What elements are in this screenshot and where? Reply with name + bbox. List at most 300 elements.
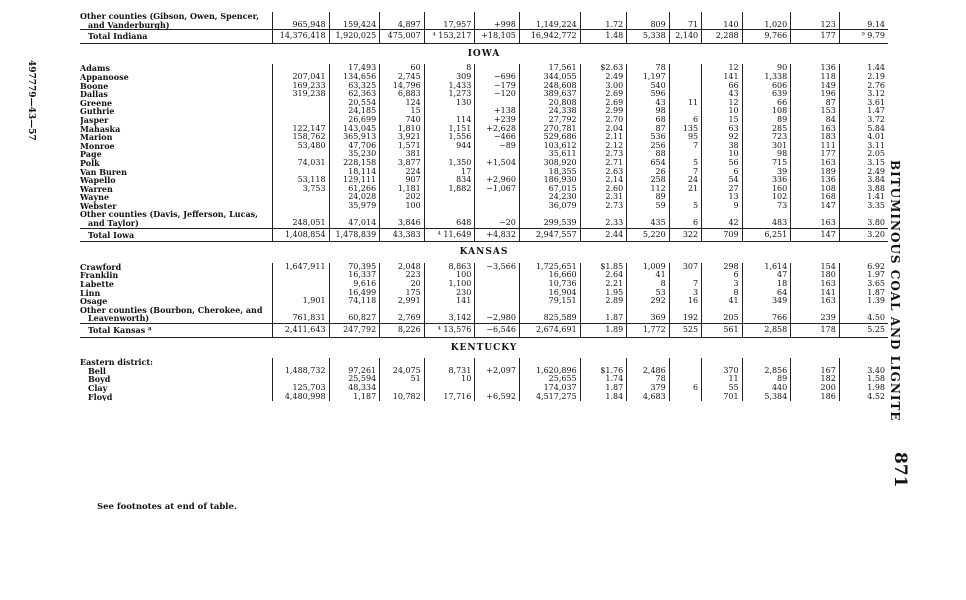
table-cell: 1.97 [839,271,888,280]
table-cell: 2,991 [380,297,425,306]
table-cell: 177 [791,150,840,159]
table-cell: 8 [424,64,475,73]
table-cell [272,210,329,219]
table-cell [475,271,520,280]
table-cell [272,280,329,289]
table-cell: −89 [475,142,520,151]
table-row [80,314,888,323]
table-cell: 9,616 [329,280,380,289]
table-row [80,280,888,289]
table-cell [580,210,627,219]
state-heading: IOWA [467,48,501,59]
table-cell: 18 [742,280,791,289]
table-cell [669,150,701,159]
table-cell [329,210,380,219]
table-cell: 6 [669,219,701,228]
table-cell [424,150,475,159]
table-cell [669,73,701,82]
table-cell: 3.20 [839,228,888,242]
table-cell [272,64,329,73]
table-cell: 53,118 [272,176,329,185]
table-row [80,125,888,134]
table-cell: 1,571 [380,142,425,151]
table-cell: 1,901 [272,297,329,306]
table-cell: 2.49 [580,73,627,82]
table-cell [272,375,329,384]
table-cell: 16,499 [329,289,380,298]
table-cell: +18,105 [475,30,520,44]
table-row [80,219,888,228]
table-cell: 186,930 [519,176,580,185]
table-cell: 24,185 [329,107,380,116]
table-cell [424,306,475,315]
table-cell: 1,772 [627,324,670,338]
table-cell: 1,614 [742,263,791,272]
table-cell: 5.25 [839,324,888,338]
table-cell: 178 [791,324,840,338]
table-cell: 8 [627,280,670,289]
table-cell: 3,142 [424,314,475,323]
table-cell: 639 [742,90,791,99]
table-cell: +239 [475,116,520,125]
table-row [80,21,888,30]
table-row [80,159,888,168]
table-cell: 907 [380,176,425,185]
table-cell: 3.80 [839,219,888,228]
table-cell: ⁴ 153,217 [424,30,475,44]
table-cell: 88 [627,150,670,159]
table-cell: 2.69 [580,90,627,99]
table-cell: 202 [380,193,425,202]
table-cell: 3.72 [839,116,888,125]
table-cell: 9,766 [742,30,791,44]
table-cell: 67,015 [519,185,580,194]
table-cell: 483 [742,219,791,228]
table-cell: 525 [669,324,701,338]
table-cell: 108 [742,107,791,116]
table-cell: 140 [702,21,743,30]
table-cell: 11 [669,99,701,108]
table-cell: ⁴ 11,649 [424,228,475,242]
table-cell: 78 [627,64,670,73]
table-cell: 1.84 [580,393,627,402]
table-cell: 2,947,557 [519,228,580,242]
table-cell: 153 [791,107,840,116]
table-cell: 4.50 [839,314,888,323]
table-cell: 6 [702,271,743,280]
table-cell: 147 [791,202,840,211]
table-cell: 370 [702,367,743,376]
table-cell: 174,037 [519,384,580,393]
table-cell: 809 [627,21,670,30]
table-cell: 64 [742,289,791,298]
table-cell: 2.33 [580,219,627,228]
table-cell [580,358,627,367]
table-cell: 163 [791,280,840,289]
table-cell [669,193,701,202]
table-cell: 186 [791,393,840,402]
county-name: Monroe [80,141,115,151]
table-cell [580,12,627,21]
table-cell: 183 [791,133,840,142]
table-row [80,107,888,116]
table-cell: 74,031 [272,159,329,168]
table-cell: 5 [669,159,701,168]
table-cell: 7 [669,280,701,289]
table-cell: 2.73 [580,202,627,211]
table-cell: 160 [742,185,791,194]
table-cell: 709 [702,228,743,242]
table-cell: 2.99 [580,107,627,116]
table-cell: 103,612 [519,142,580,151]
table-cell: 51 [380,375,425,384]
table-cell: $1.76 [580,367,627,376]
table-cell: 3,846 [380,219,425,228]
section-heading-row [80,242,888,263]
table-cell: 561 [702,324,743,338]
table-cell: 2.19 [839,73,888,82]
table-cell: 301 [742,142,791,151]
county-name: Other counties (Bourbon, Cherokee, and [80,305,263,315]
table-cell: 298 [702,263,743,272]
table-cell: 35,230 [329,150,380,159]
table-row [80,306,888,315]
county-name: Greene [80,98,113,108]
table-cell [272,193,329,202]
table-row [80,133,888,142]
table-row [80,142,888,151]
table-row [80,271,888,280]
table-cell: 41 [702,297,743,306]
table-cell: 100 [380,202,425,211]
table-cell: 944 [424,142,475,151]
table-cell: 228,158 [329,159,380,168]
table-cell: 1,725,651 [519,263,580,272]
table-cell: 56 [702,159,743,168]
table-cell: 134,656 [329,73,380,82]
table-cell: 965,948 [272,21,329,30]
table-cell: 143,045 [329,125,380,134]
table-cell: 26,699 [329,116,380,125]
total-row [80,324,888,338]
county-name: Leavenworth) [88,314,150,324]
table-cell: 1,149,224 [519,21,580,30]
county-name: Total Kansas ⁸ [80,324,272,338]
table-cell: 10 [702,150,743,159]
table-cell: 175 [380,289,425,298]
county-name: Other counties (Gibson, Owen, Spencer, [80,12,259,21]
table-cell: 41 [627,271,670,280]
county-name: Total Indiana [80,30,272,44]
total-row [80,30,888,44]
table-cell: 10,736 [519,280,580,289]
table-cell: 825,589 [519,314,580,323]
table-cell: 13 [702,193,743,202]
table-cell: 1,488,732 [272,367,329,376]
table-cell: 1.47 [839,107,888,116]
table-cell: 79,151 [519,297,580,306]
state-heading: KANSAS [459,247,509,258]
table-cell: 1,100 [424,280,475,289]
county-name: Boyd [88,375,111,384]
table-cell: 308,920 [519,159,580,168]
table-cell: 169,233 [272,82,329,91]
table-cell: 63,325 [329,82,380,91]
table-cell: 135 [669,125,701,134]
table-cell: 158,762 [272,133,329,142]
table-cell [475,193,520,202]
table-cell [380,384,425,393]
table-cell [519,12,580,21]
table-cell: 163 [791,219,840,228]
table-cell [424,210,475,219]
table-cell [742,358,791,367]
table-cell: 12 [702,99,743,108]
county-name: Adams [80,64,110,73]
table-cell: 4,480,998 [272,393,329,402]
table-cell: 2.64 [580,271,627,280]
table-cell: 1,647,911 [272,263,329,272]
table-cell: 1,408,854 [272,228,329,242]
table-cell: 35,611 [519,150,580,159]
table-cell: 147 [791,228,840,242]
table-cell: 10,782 [380,393,425,402]
table-cell: 53 [627,289,670,298]
table-cell [475,297,520,306]
table-cell [702,210,743,219]
table-cell: 2,745 [380,73,425,82]
table-cell: 163 [791,125,840,134]
table-row [80,185,888,194]
table-cell: 66 [742,99,791,108]
county-name: Floyd [88,392,113,402]
table-cell: 8,731 [424,367,475,376]
table-cell [669,271,701,280]
table-cell: 2,674,691 [519,324,580,338]
table-cell: 200 [791,384,840,393]
table-cell: 292 [627,297,670,306]
table-cell: 2,769 [380,314,425,323]
table-cell: 701 [702,393,743,402]
table-cell: 8,226 [380,324,425,338]
county-name: Page [80,150,102,159]
table-cell: 834 [424,176,475,185]
table-cell: −1,067 [475,185,520,194]
table-cell: 163 [791,297,840,306]
county-name: Mahaska [80,124,121,134]
table-cell: 475,007 [380,30,425,44]
table-cell [424,107,475,116]
table-cell: 6 [702,168,743,177]
table-row [80,73,888,82]
table-cell: 3.61 [839,99,888,108]
table-cell: 239 [791,314,840,323]
table-cell: 3 [669,289,701,298]
table-cell: 2,140 [669,30,701,44]
table-cell [475,384,520,393]
table-cell: 16,904 [519,289,580,298]
table-cell: 3.84 [839,176,888,185]
county-name: Warren [80,184,113,194]
county-name: Dallas [80,90,108,99]
table-cell: 25,594 [329,375,380,384]
table-cell [475,99,520,108]
table-cell [702,306,743,315]
table-cell: 1,433 [424,82,475,91]
table-row [80,367,888,376]
table-cell [627,210,670,219]
table-cell: 1,810 [380,125,425,134]
table-cell: 118 [791,73,840,82]
table-cell: 2.12 [580,142,627,151]
table-row [80,202,888,211]
table-cell: 1.95 [580,289,627,298]
table-cell: 24,338 [519,107,580,116]
table-cell: 1,009 [627,263,670,272]
table-cell: 18,355 [519,168,580,177]
table-cell: 12 [702,64,743,73]
table-cell [380,210,425,219]
table-cell: 2.44 [580,228,627,242]
table-cell: 309 [424,73,475,82]
table-cell: 435 [627,219,670,228]
table-cell [839,210,888,219]
table-cell: ⁹ 9.79 [839,30,888,44]
table-cell [791,306,840,315]
table-cell [272,289,329,298]
table-cell: 108 [791,185,840,194]
table-cell: 9 [702,202,743,211]
table-cell: 2.60 [580,185,627,194]
table-cell: 141 [702,73,743,82]
table-cell: 36,079 [519,202,580,211]
table-cell: 1.87 [839,289,888,298]
table-cell: 111 [791,142,840,151]
table-cell: 224 [380,168,425,177]
table-cell: 196 [791,90,840,99]
county-name: Wayne [80,193,110,202]
table-cell: 1,020 [742,21,791,30]
table-cell: 2,858 [742,324,791,338]
table-row [80,12,888,21]
table-cell: +6,592 [475,393,520,402]
table-cell: 98 [627,107,670,116]
table-cell: 62,363 [329,90,380,99]
table-cell: −6,546 [475,324,520,338]
table-cell: 167 [791,367,840,376]
table-cell: 529,686 [519,133,580,142]
table-row [80,90,888,99]
county-name: Crawford [80,262,122,272]
table-cell: 285 [742,125,791,134]
table-row [80,393,888,402]
table-cell: 1,151 [424,125,475,134]
table-cell: 4.52 [839,393,888,402]
table-cell: 73 [742,202,791,211]
table-cell: 177 [791,30,840,44]
table-cell [272,306,329,315]
table-cell: 17,716 [424,393,475,402]
table-cell: 15 [702,116,743,125]
table-cell: 2.73 [580,150,627,159]
table-cell: 2.21 [580,280,627,289]
table-cell: 18,114 [329,168,380,177]
table-cell: 39 [742,168,791,177]
table-cell: 1.41 [839,193,888,202]
table-cell: 182 [791,375,840,384]
table-cell: 270,781 [519,125,580,134]
table-cell: ⁴ 13,576 [424,324,475,338]
table-cell: 4,683 [627,393,670,402]
table-cell: 97,261 [329,367,380,376]
table-cell: 20 [380,280,425,289]
table-cell [272,107,329,116]
district-row [80,358,888,367]
footnote: See footnotes at end of table. [97,502,237,512]
table-cell [742,210,791,219]
table-cell: 89 [627,193,670,202]
table-cell: 112 [627,185,670,194]
table-cell: 299,539 [519,219,580,228]
table-cell: 123 [791,21,840,30]
table-cell: 17,957 [424,21,475,30]
table-cell: 1,556 [424,133,475,142]
table-cell [669,375,701,384]
table-cell: 71 [669,21,701,30]
table-cell: +138 [475,107,520,116]
table-cell: 3.11 [839,142,888,151]
table-cell: 648 [424,219,475,228]
table-cell: 35,979 [329,202,380,211]
table-cell: 141 [424,297,475,306]
table-cell [475,168,520,177]
table-cell: 248,051 [272,219,329,228]
table-row [80,289,888,298]
table-cell: 3.88 [839,185,888,194]
table-cell [475,150,520,159]
county-name: Appanoose [80,72,129,82]
table-cell: 369 [627,314,670,323]
county-name: Clay [88,383,108,393]
table-cell: 192 [669,314,701,323]
table-row [80,116,888,125]
table-cell: 38 [702,142,743,151]
table-cell: 2.31 [580,193,627,202]
table-cell: 14,796 [380,82,425,91]
table-cell: 78 [627,375,670,384]
table-cell: +4,832 [475,228,520,242]
table-cell: 1,620,896 [519,367,580,376]
table-cell: 2.70 [580,116,627,125]
county-name: Webster [80,201,117,211]
table-row [80,384,888,393]
table-cell: 84 [791,116,840,125]
table-cell: 154 [791,263,840,272]
table-cell: 21 [669,185,701,194]
county-name: and Taylor) [88,219,139,229]
county-name: Jasper [80,115,109,125]
table-row [80,99,888,108]
table-cell: 3.40 [839,367,888,376]
table-cell [475,12,520,21]
table-cell: 1.87 [580,384,627,393]
table-cell: 4.01 [839,133,888,142]
table-cell: 47,706 [329,142,380,151]
table-cell: 8,863 [424,263,475,272]
table-cell [272,358,329,367]
table-cell [272,99,329,108]
table-cell [380,306,425,315]
